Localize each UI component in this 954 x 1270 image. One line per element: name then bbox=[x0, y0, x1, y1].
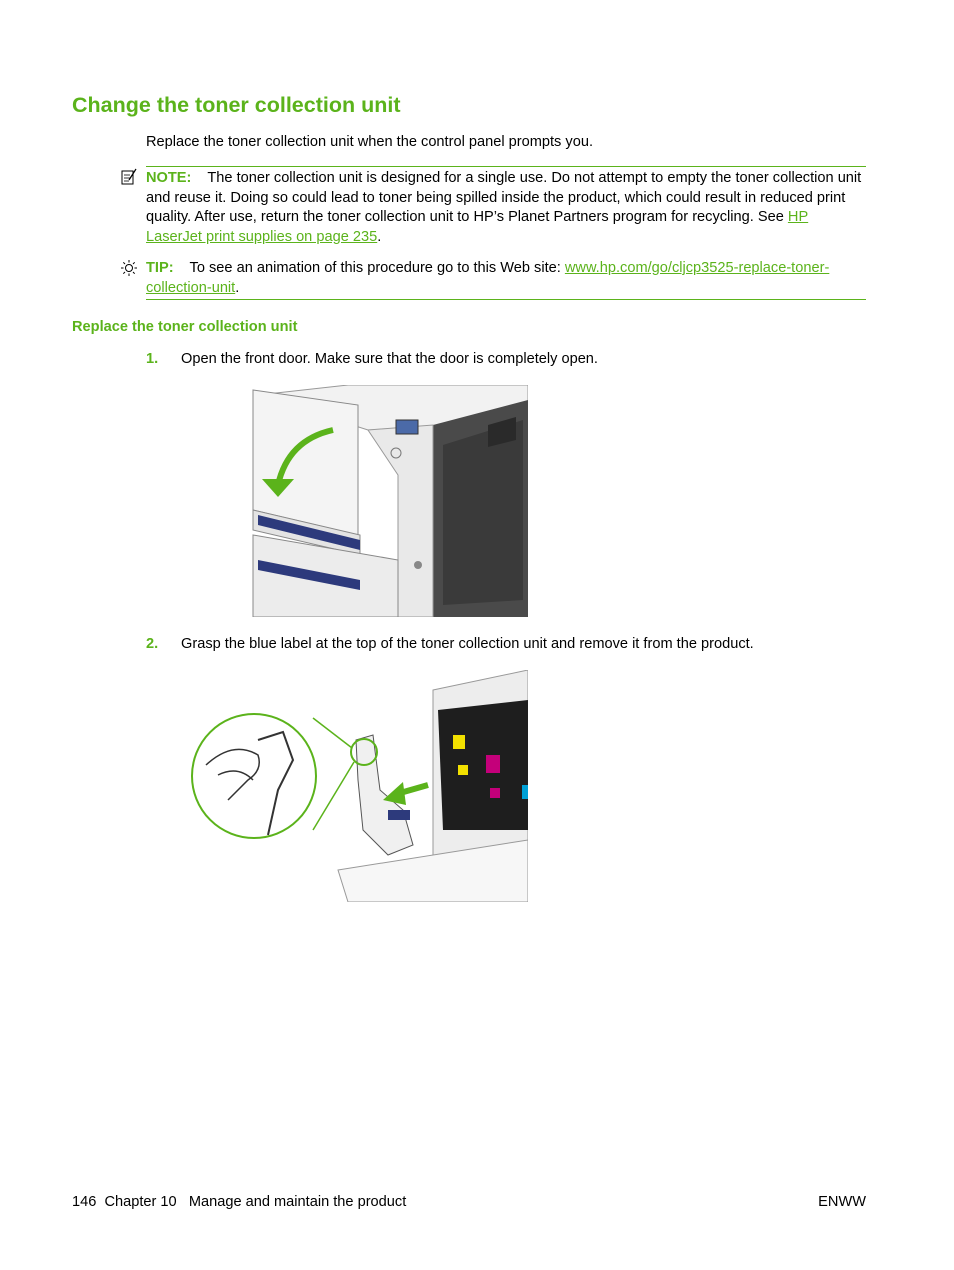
footer-page-chapter: 146 Chapter 10 Manage and maintain the product bbox=[72, 1194, 407, 1210]
step-1 bbox=[146, 351, 598, 367]
note-link[interactable]: HP LaserJet print supplies on page 235 bbox=[146, 209, 809, 245]
tip-text: To see an animation of this procedure go to this Web site: bbox=[189, 260, 565, 276]
tip-after: . bbox=[235, 279, 240, 296]
tip-link[interactable]: www.hp.com/go/cljcp3525-replace-toner-collection-unit bbox=[146, 260, 830, 296]
step-text: Open the front door. Make sure that the door is completely open. bbox=[181, 351, 598, 367]
step-number: 2. bbox=[146, 636, 159, 652]
tip-callout bbox=[146, 259, 866, 300]
page-title: Change the toner collection unit bbox=[72, 93, 401, 117]
step-2 bbox=[146, 636, 754, 652]
intro-text: Replace the toner collection unit when the control panel prompts you. bbox=[146, 134, 593, 150]
step-number: 1. bbox=[146, 351, 159, 367]
footer-enww: ENWW bbox=[818, 1194, 866, 1210]
note-icon bbox=[120, 168, 138, 186]
note-text: The toner collection unit is designed for a single use. Do not attempt to empty the toner collection unit and reuse it. Doing so could lead to toner being spilled inside the product, which could result in reduced print quality. After use, return the toner collection unit to HP’s Planet Partners program for recycling. See bbox=[146, 170, 862, 225]
lightbulb-icon bbox=[120, 259, 138, 277]
note-label: NOTE: bbox=[146, 170, 192, 186]
note-callout bbox=[146, 166, 866, 247]
section-heading: Replace the toner collection unit bbox=[72, 319, 298, 335]
note-after: . bbox=[377, 228, 382, 245]
printer-front-door-illustration bbox=[248, 385, 528, 617]
tip-label: TIP: bbox=[146, 260, 174, 276]
step-text: Grasp the blue label at the top of the toner collection unit and remove it from the product. bbox=[181, 636, 754, 652]
toner-collection-unit-illustration bbox=[188, 670, 528, 902]
